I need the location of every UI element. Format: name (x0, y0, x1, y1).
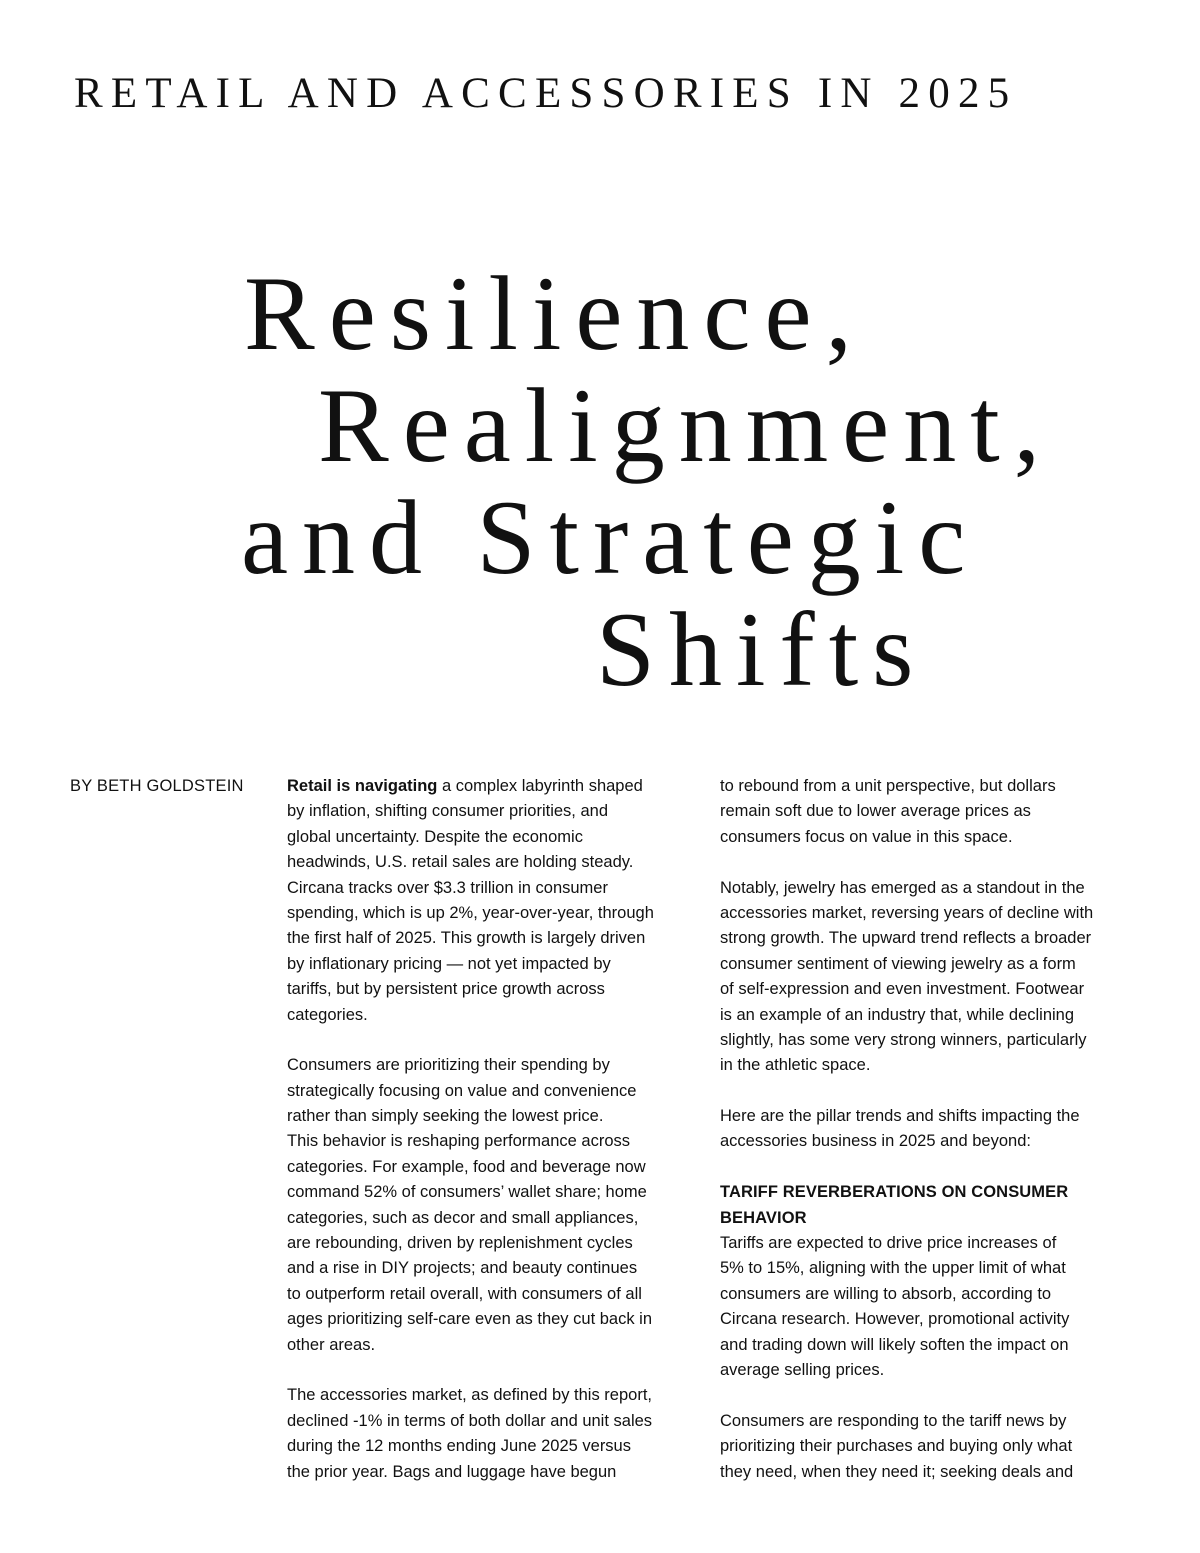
paragraph-gap (720, 850, 1140, 875)
body-column-2 (720, 774, 1140, 1485)
paragraph-8 (720, 1409, 1140, 1485)
text-line: Consumers are prioritizing their spending by (287, 1056, 610, 1075)
text-line: The accessories market, as defined by this report, (287, 1386, 652, 1405)
section-kicker: RETAIL AND ACCESSORIES IN 2025 (74, 70, 1018, 117)
headline-line-4: Shifts (596, 591, 928, 708)
text-line: during the 12 months ending June 2025 versus (287, 1437, 631, 1456)
text-line: categories. (287, 1005, 368, 1024)
text-line: Tariffs are expected to drive price increases of (720, 1234, 1057, 1253)
text-line: accessories business in 2025 and beyond: (720, 1132, 1031, 1151)
text-line: ages prioritizing self-care even as they cut back in (287, 1310, 653, 1329)
headline-line-2: Realignment, (318, 367, 1055, 484)
text-line: command 52% of consumers’ wallet share; home (287, 1183, 647, 1202)
author-byline: BY BETH GOLDSTEIN (70, 777, 244, 795)
headline-line-3: and Strategic (241, 479, 980, 596)
paragraph-7 (720, 1231, 1140, 1383)
text-line: the prior year. Bags and luggage have begun (287, 1462, 617, 1481)
text-line (287, 774, 702, 799)
text-line: consumers focus on value in this space. (720, 827, 1013, 846)
text-line: are rebounding, driven by replenishment cycles (287, 1234, 633, 1253)
text-line: categories, such as decor and small appliances, (287, 1208, 639, 1227)
text-line: Circana research. However, promotional activity (720, 1310, 1070, 1329)
text-line: consumers are willing to absorb, according to (720, 1284, 1052, 1303)
text-line: is an example of an industry that, while declining (720, 1005, 1075, 1024)
text-line: they need, when they need it; seeking deals and (720, 1462, 1074, 1481)
text-line: global uncertainty. Despite the economic (287, 827, 583, 846)
text-line: headwinds, U.S. retail sales are holding steady. (287, 853, 634, 872)
paragraph-gap (720, 1079, 1140, 1104)
text-line: average selling prices. (720, 1360, 885, 1379)
text-line: in the athletic space. (720, 1056, 871, 1075)
text-line: other areas. (287, 1335, 376, 1354)
paragraph-2 (287, 1053, 702, 1358)
paragraph-3 (287, 1383, 702, 1485)
text-line: Here are the pillar trends and shifts impacting the (720, 1107, 1080, 1126)
text-line: strong growth. The upward trend reflects a broader (720, 929, 1092, 948)
paragraph-5 (720, 876, 1140, 1079)
section-subhead (720, 1180, 1140, 1231)
paragraph-gap (720, 1383, 1140, 1408)
headline-line-1: Resilience, (244, 255, 866, 372)
paragraph-1 (287, 774, 702, 1028)
text-line: slightly, has some very strong winners, particularly (720, 1030, 1087, 1049)
text-line: strategically focusing on value and convenience (287, 1081, 637, 1100)
text-line: Circana tracks over $3.3 trillion in consumer (287, 878, 608, 897)
text-line: and trading down will likely soften the impact on (720, 1335, 1069, 1354)
text-line: This behavior is reshaping performance across (287, 1132, 630, 1151)
text-line: Consumers are responding to the tariff news by (720, 1411, 1067, 1430)
text-line: rather than simply seeking the lowest price. (287, 1107, 604, 1126)
body-column-1 (287, 774, 702, 1485)
subhead-line: TARIFF REVERBERATIONS ON CONSUMER (720, 1183, 1069, 1202)
text-line: to outperform retail overall, with consumers of all (287, 1284, 642, 1303)
paragraph-6 (720, 1104, 1140, 1155)
text-line: spending, which is up 2%, year-over-year, through (287, 903, 654, 922)
text-line: remain soft due to lower average prices as (720, 802, 1031, 821)
text-line: of self-expression and even investment. Footwear (720, 980, 1085, 999)
lead-in: Retail is navigating (287, 777, 438, 795)
text-line: categories. For example, food and beverage now (287, 1157, 646, 1176)
text-line: prioritizing their purchases and buying only what (720, 1437, 1073, 1456)
text-line: and a rise in DIY projects; and beauty continues (287, 1259, 638, 1278)
text-line-rest: a complex labyrinth shaped (437, 777, 643, 795)
text-line: the first half of 2025. This growth is largely driven (287, 929, 646, 948)
paragraph-gap (287, 1358, 702, 1383)
text-line: declined -1% in terms of both dollar and unit sales (287, 1411, 653, 1430)
subhead-line: BEHAVIOR (720, 1208, 807, 1227)
text-line: Notably, jewelry has emerged as a standout in the (720, 878, 1085, 897)
paragraph-gap (287, 1028, 702, 1053)
text-line: accessories market, reversing years of decline with (720, 903, 1094, 922)
text-line: to rebound from a unit perspective, but dollars (720, 777, 1056, 795)
text-line: consumer sentiment of viewing jewelry as a form (720, 954, 1076, 973)
text-line: by inflation, shifting consumer priorities, and (287, 802, 608, 821)
text-line: 5% to 15%, aligning with the upper limit of what (720, 1259, 1066, 1278)
paragraph-4 (720, 774, 1140, 850)
text-line: by inflationary pricing — not yet impacted by (287, 954, 611, 973)
text-line: tariffs, but by persistent price growth across (287, 980, 605, 999)
paragraph-gap (720, 1155, 1140, 1180)
